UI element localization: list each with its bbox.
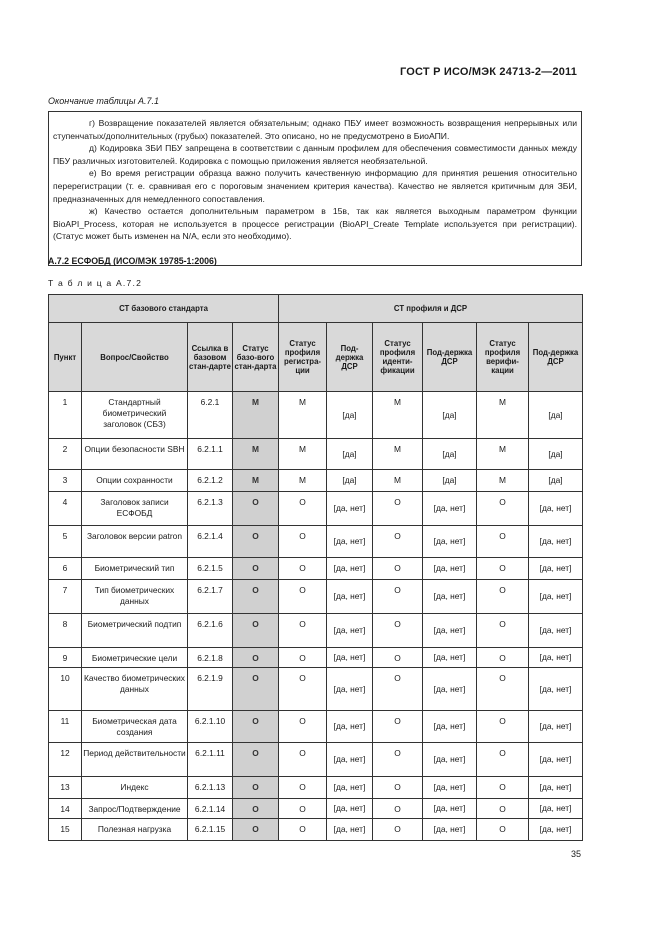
cell-enrol-status: O [279, 777, 327, 799]
table-row [49, 743, 583, 777]
cell-clause: 10 [49, 668, 82, 711]
cell-base-status: M [233, 392, 279, 439]
cell-support-2: [да, нет] [423, 580, 477, 614]
cell-enrol-status: O [279, 558, 327, 580]
note-paragraph-g: г) Возвращение показателей является обязательным; однако ПБУ имеет возможность возвращения непрерывных или ступенчатых/дополнительных (грубых) показателей. Это описано, но не предусмотрено в БиоАПИ. [53, 118, 577, 141]
cell-clause: 2 [49, 439, 82, 470]
cell-base-status: O [233, 819, 279, 841]
cell-support-2: [да] [423, 392, 477, 439]
cell-base-ref: 6.2.1.1 [188, 439, 233, 470]
cell-base-status: O [233, 777, 279, 799]
cell-question: Качество биометрических данных [82, 668, 188, 711]
cell-support-3: [да] [529, 439, 583, 470]
profile-table [48, 294, 583, 841]
cell-verif-status: O [477, 711, 529, 743]
cell-support-3: [да, нет] [529, 648, 583, 668]
col-header-clause: Пункт [49, 323, 82, 392]
cell-support-2: [да, нет] [423, 711, 477, 743]
cell-base-status: O [233, 526, 279, 558]
cell-support-3: [да, нет] [529, 799, 583, 819]
cell-ident-status: O [373, 580, 423, 614]
document-code-header: ГОСТ Р ИСО/МЭК 24713-2—2011 [400, 66, 578, 78]
cell-ident-status: M [373, 392, 423, 439]
table-caption: Т а б л и ц а А.7.2 [48, 278, 143, 288]
cell-support-3: [да, нет] [529, 777, 583, 799]
cell-enrol-status: O [279, 799, 327, 819]
table-row [49, 799, 583, 819]
cell-base-status: M [233, 439, 279, 470]
cell-support-1: [да, нет] [327, 648, 373, 668]
cell-question: Полезная нагрузка [82, 819, 188, 841]
cell-support-3: [да] [529, 470, 583, 492]
cell-base-ref: 6.2.1 [188, 392, 233, 439]
cell-support-2: [да, нет] [423, 558, 477, 580]
cell-question: Биометрическая дата создания [82, 711, 188, 743]
cell-ident-status: O [373, 558, 423, 580]
cell-clause: 13 [49, 777, 82, 799]
cell-verif-status: O [477, 614, 529, 648]
cell-ident-status: O [373, 777, 423, 799]
cell-question: Стандартный биометрический заголовок (СБЗ) [82, 392, 188, 439]
cell-enrol-status: O [279, 492, 327, 526]
cell-support-3: [да, нет] [529, 743, 583, 777]
cell-clause: 9 [49, 648, 82, 668]
cell-question: Опции сохранности [82, 470, 188, 492]
cell-base-status: O [233, 580, 279, 614]
table-row [49, 470, 583, 492]
cell-enrol-status: O [279, 580, 327, 614]
table-row [49, 614, 583, 648]
cell-enrol-status: M [279, 439, 327, 470]
cell-support-1: [да, нет] [327, 614, 373, 648]
cell-verif-status: O [477, 558, 529, 580]
cell-verif-status: O [477, 580, 529, 614]
cell-enrol-status: O [279, 614, 327, 648]
col-header-base-ref: Ссылка в базовом стан-дарте [188, 323, 233, 392]
cell-verif-status: O [477, 819, 529, 841]
cell-support-1: [да] [327, 392, 373, 439]
table-row [49, 668, 583, 711]
cell-support-2: [да, нет] [423, 648, 477, 668]
cell-support-1: [да, нет] [327, 492, 373, 526]
col-header-support-3: Под-держка ДСР [529, 323, 583, 392]
cell-support-1: [да, нет] [327, 526, 373, 558]
cell-support-3: [да, нет] [529, 580, 583, 614]
col-header-ident-status: Статус профиля иденти-фикации [373, 323, 423, 392]
cell-question: Период действительности [82, 743, 188, 777]
notes-box [48, 111, 582, 266]
cell-support-2: [да, нет] [423, 799, 477, 819]
cell-support-2: [да, нет] [423, 668, 477, 711]
cell-base-ref: 6.2.1.11 [188, 743, 233, 777]
cell-support-2: [да] [423, 470, 477, 492]
cell-ident-status: O [373, 614, 423, 648]
cell-support-2: [да, нет] [423, 614, 477, 648]
cell-ident-status: M [373, 439, 423, 470]
cell-ident-status: O [373, 799, 423, 819]
cell-ident-status: O [373, 743, 423, 777]
cell-support-1: [да, нет] [327, 777, 373, 799]
cell-question: Биометрический тип [82, 558, 188, 580]
page-number: 35 [571, 849, 582, 859]
cell-support-3: [да, нет] [529, 526, 583, 558]
cell-support-3: [да, нет] [529, 614, 583, 648]
note-paragraph-zh: ж) Качество остается дополнительным параметром в 15в, так как является выходным параметром функции BioAPI_Process, которая не используется в процессе регистрации (BioAPI_Create Template используется при регистрации). (Статус может быть изменен на N/A, если это необходимо). [53, 206, 577, 242]
cell-question: Запрос/Подтверждение [82, 799, 188, 819]
table-row [49, 558, 583, 580]
cell-question: Индекс [82, 777, 188, 799]
cell-support-1: [да, нет] [327, 668, 373, 711]
cell-support-3: [да, нет] [529, 558, 583, 580]
cell-base-status: O [233, 743, 279, 777]
cell-ident-status: O [373, 819, 423, 841]
cell-base-ref: 6.2.1.2 [188, 470, 233, 492]
cell-question: Заголовок версии patron [82, 526, 188, 558]
cell-support-2: [да, нет] [423, 492, 477, 526]
table-row [49, 777, 583, 799]
group-header-base: СТ базового стандарта [49, 295, 279, 323]
cell-clause: 8 [49, 614, 82, 648]
section-title: А.7.2 ЕСФОБД (ИСО/МЭК 19785-1:2006) [48, 256, 217, 266]
cell-base-status: O [233, 668, 279, 711]
cell-enrol-status: O [279, 711, 327, 743]
cell-clause: 7 [49, 580, 82, 614]
cell-support-2: [да, нет] [423, 777, 477, 799]
cell-base-ref: 6.2.1.4 [188, 526, 233, 558]
cell-support-3: [да, нет] [529, 492, 583, 526]
cell-clause: 3 [49, 470, 82, 492]
cell-support-2: [да, нет] [423, 526, 477, 558]
table-row [49, 492, 583, 526]
cell-enrol-status: O [279, 743, 327, 777]
cell-question: Заголовок записи ЕСФОБД [82, 492, 188, 526]
cell-support-1: [да, нет] [327, 819, 373, 841]
cell-support-1: [да, нет] [327, 743, 373, 777]
cell-verif-status: M [477, 392, 529, 439]
table-row [49, 526, 583, 558]
cell-support-1: [да, нет] [327, 558, 373, 580]
cell-verif-status: O [477, 648, 529, 668]
cell-clause: 5 [49, 526, 82, 558]
cell-base-ref: 6.2.1.9 [188, 668, 233, 711]
cell-ident-status: O [373, 668, 423, 711]
cell-support-3: [да] [529, 392, 583, 439]
cell-question: Биометрический подтип [82, 614, 188, 648]
cell-base-ref: 6.2.1.10 [188, 711, 233, 743]
cell-support-1: [да] [327, 439, 373, 470]
cell-clause: 15 [49, 819, 82, 841]
cell-verif-status: O [477, 777, 529, 799]
cell-support-3: [да, нет] [529, 819, 583, 841]
cell-support-2: [да, нет] [423, 819, 477, 841]
cell-support-2: [да, нет] [423, 743, 477, 777]
cell-base-ref: 6.2.1.15 [188, 819, 233, 841]
col-header-support-2: Под-держка ДСР [423, 323, 477, 392]
table-continuation-caption: Окончание таблицы А.7.1 [48, 96, 159, 106]
cell-enrol-status: O [279, 526, 327, 558]
cell-verif-status: O [477, 743, 529, 777]
col-header-question: Вопрос/Свойство [82, 323, 188, 392]
table-row [49, 711, 583, 743]
table-row [49, 648, 583, 668]
col-header-base-status: Статус базо-вого стан-дарта [233, 323, 279, 392]
cell-base-status: M [233, 470, 279, 492]
cell-base-status: O [233, 799, 279, 819]
col-header-enrol-status: Статус профиля регистра-ции [279, 323, 327, 392]
cell-base-ref: 6.2.1.3 [188, 492, 233, 526]
cell-base-ref: 6.2.1.8 [188, 648, 233, 668]
cell-base-ref: 6.2.1.7 [188, 580, 233, 614]
cell-question: Опции безопасности SBH [82, 439, 188, 470]
cell-ident-status: O [373, 492, 423, 526]
col-header-verif-status: Статус профиля верифи-кации [477, 323, 529, 392]
cell-base-ref: 6.2.1.5 [188, 558, 233, 580]
cell-support-3: [да, нет] [529, 711, 583, 743]
table-row [49, 819, 583, 841]
table-row [49, 439, 583, 470]
cell-base-ref: 6.2.1.13 [188, 777, 233, 799]
cell-ident-status: O [373, 648, 423, 668]
cell-support-3: [да, нет] [529, 668, 583, 711]
cell-enrol-status: M [279, 470, 327, 492]
cell-base-status: O [233, 711, 279, 743]
cell-support-2: [да] [423, 439, 477, 470]
cell-enrol-status: O [279, 819, 327, 841]
cell-base-ref: 6.2.1.6 [188, 614, 233, 648]
column-header-row [49, 323, 583, 392]
cell-verif-status: M [477, 439, 529, 470]
cell-base-status: O [233, 614, 279, 648]
cell-support-1: [да, нет] [327, 711, 373, 743]
cell-base-status: O [233, 558, 279, 580]
cell-verif-status: O [477, 526, 529, 558]
cell-ident-status: M [373, 470, 423, 492]
cell-verif-status: O [477, 492, 529, 526]
table-row [49, 580, 583, 614]
note-paragraph-e: е) Во время регистрации образца важно получить качественную информацию для принятия решения относительно перерегистрации (т. е. сравнивая его с пороговым значением критерия качества). Качество не является критичным для ЗБИ, предназначенных для немедленного сопоставления. [53, 168, 577, 204]
cell-verif-status: O [477, 668, 529, 711]
cell-enrol-status: M [279, 392, 327, 439]
col-header-support-1: Под-держка ДСР [327, 323, 373, 392]
group-header-profile: СТ профиля и ДСР [279, 295, 583, 323]
table-row [49, 392, 583, 439]
cell-base-status: O [233, 492, 279, 526]
cell-question: Биометрические цели [82, 648, 188, 668]
cell-clause: 4 [49, 492, 82, 526]
cell-base-ref: 6.2.1.14 [188, 799, 233, 819]
note-paragraph-d: д) Кодировка ЗБИ ПБУ запрещена в соответствии с данным профилем для обеспечения совместимости данных между ПБУ различных изготовителей. Кодировка с помощью приложения является необязательной. [53, 143, 577, 166]
cell-support-1: [да, нет] [327, 799, 373, 819]
cell-enrol-status: O [279, 668, 327, 711]
cell-enrol-status: O [279, 648, 327, 668]
cell-question: Тип биометрических данных [82, 580, 188, 614]
cell-clause: 11 [49, 711, 82, 743]
cell-support-1: [да] [327, 470, 373, 492]
cell-clause: 6 [49, 558, 82, 580]
cell-ident-status: O [373, 526, 423, 558]
cell-verif-status: M [477, 470, 529, 492]
cell-verif-status: O [477, 799, 529, 819]
cell-clause: 1 [49, 392, 82, 439]
cell-clause: 12 [49, 743, 82, 777]
cell-ident-status: O [373, 711, 423, 743]
cell-base-status: O [233, 648, 279, 668]
cell-clause: 14 [49, 799, 82, 819]
cell-support-1: [да, нет] [327, 580, 373, 614]
